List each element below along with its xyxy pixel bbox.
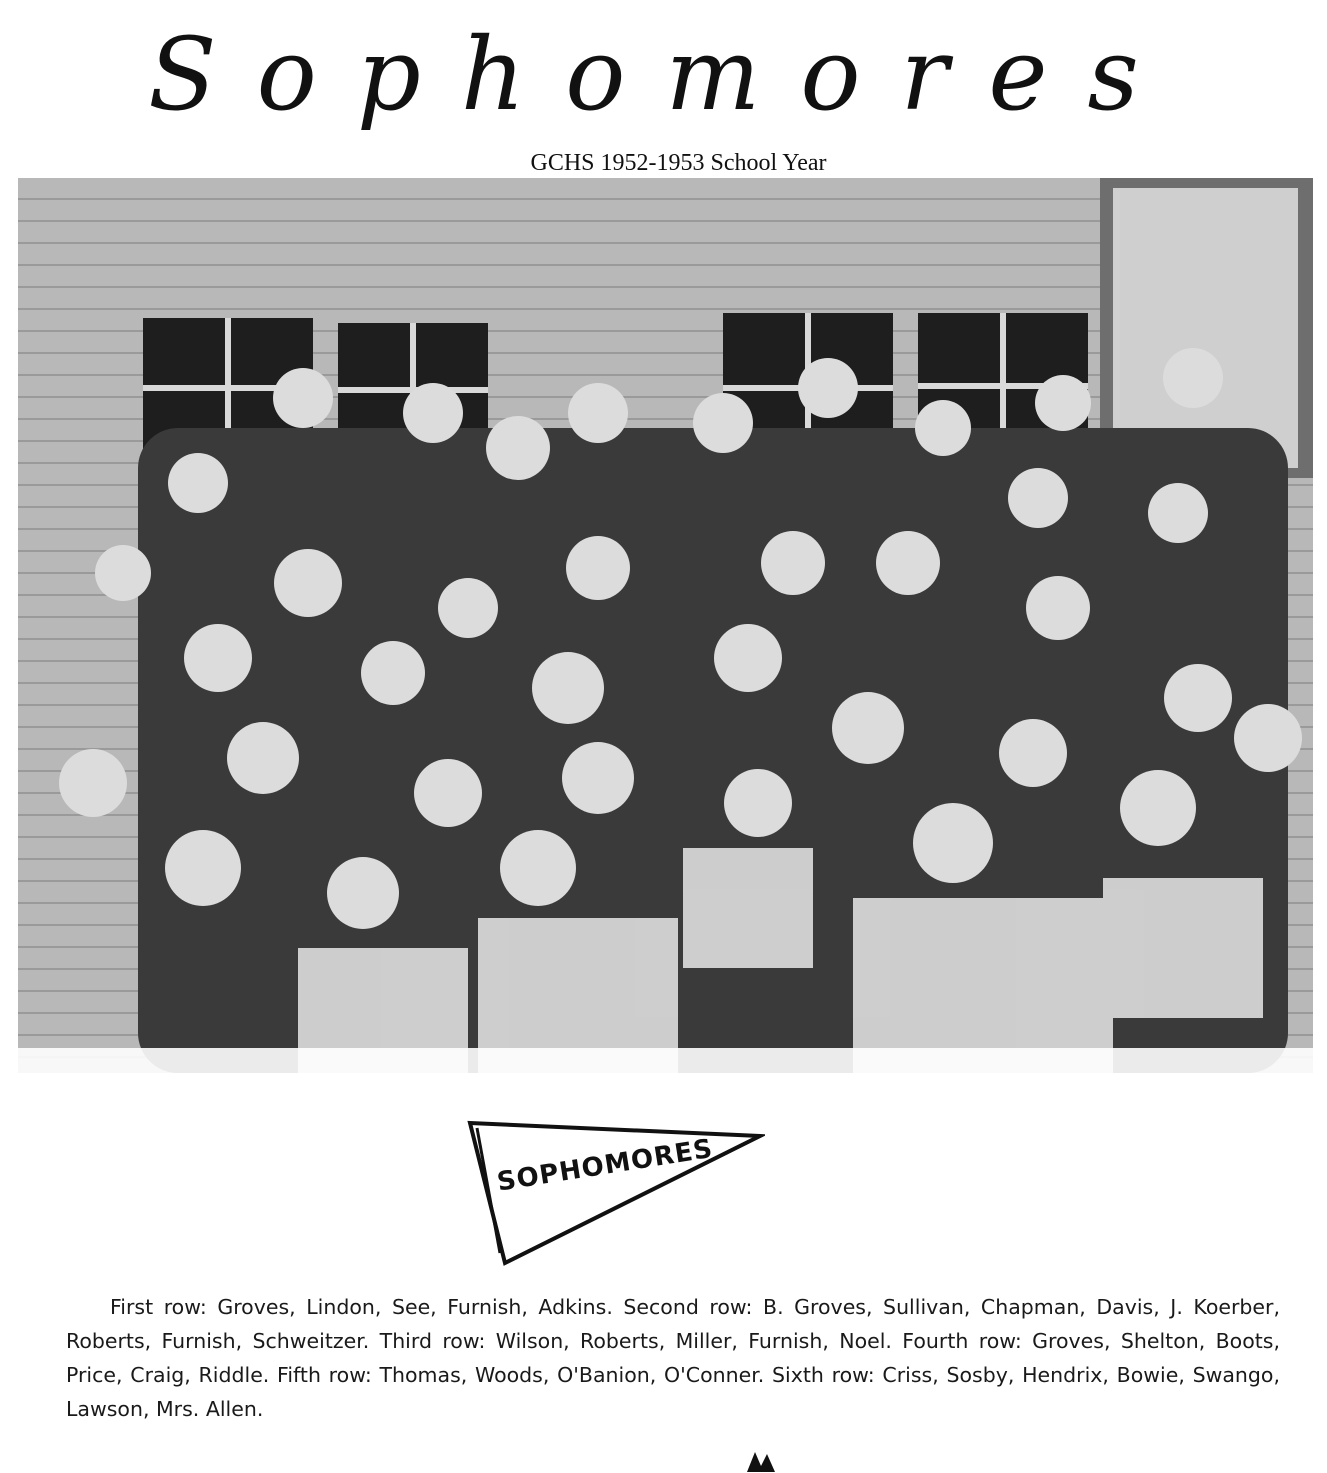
page-title: Sophomores (148, 16, 1179, 133)
ink-mark-icon (745, 1448, 785, 1473)
class-photo (18, 178, 1313, 1073)
pennant-label: SOPHOMORES (495, 1133, 716, 1198)
photo-caption: First row: Groves, Lindon, See, Furnish, Adkins. Second row: B. Groves, Sullivan, Chapman, Davis, J. Koerber, Roberts, Furnish, Schweitzer. Third row: Wilson, Roberts, Miller, Furnish, Noel. Fourth row: Groves, Shelton, Boots, Price, Craig, Riddle. Fifth row: Thomas, Woods, O'Banion, O'Conner. Sixth row: Criss, Sosby, Hendrix, Bowie, Swango, Lawson, Mrs. Allen. (66, 1295, 1280, 1421)
page-subtitle: GCHS 1952-1953 School Year (530, 150, 827, 176)
class-photo-icon (18, 178, 1313, 1073)
